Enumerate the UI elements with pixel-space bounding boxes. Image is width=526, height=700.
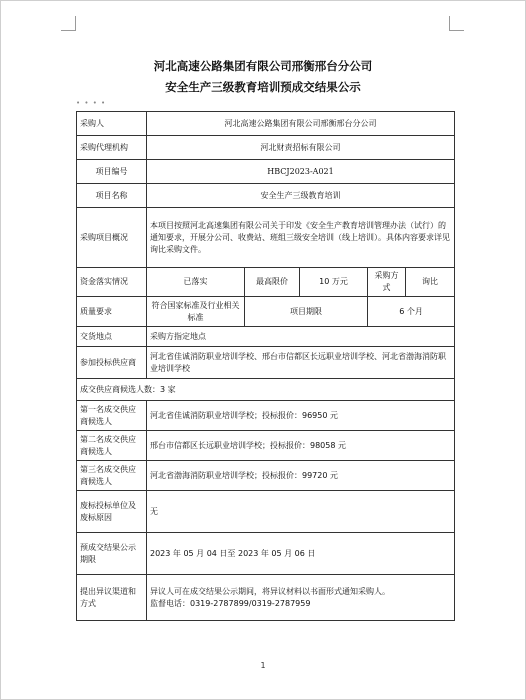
row-participants [77, 347, 455, 379]
quality-value: 符合国家标准及行业相关标准 [147, 297, 245, 327]
third-value: 河北省渤海消防职业培训学校；投标报价：99720 元 [147, 461, 455, 491]
project-no-value: HBCJ2023-A021 [147, 160, 455, 184]
doc-title-line2: 安全生产三级教育培训预成交结果公示 [165, 80, 361, 94]
objection-phone: 监督电话：0319-2787899/0319-2787959 [150, 598, 311, 608]
row-agency [77, 136, 455, 160]
crop-mark-top-right [449, 16, 464, 31]
row-second [77, 431, 455, 461]
period-label: 项目期限 [245, 297, 368, 327]
overview-value: 本项目按照河北高速集团有限公司关于印发《安全生产教育培训管理办法（试行）的通知要求，开展分公司、收费站、班组三级安全培训（线上培训）。具体内容要求详见询比采购文件。 [147, 208, 455, 268]
period-value: 6 个月 [368, 297, 455, 327]
publicity-value: 2023 年 05 月 04 日至 2023 年 05 月 06 日 [147, 533, 455, 575]
project-name-value: 安全生产三级教育培训 [147, 184, 455, 208]
row-purchaser [77, 112, 455, 136]
limit-label: 最高限价 [245, 268, 300, 297]
crop-mark-top-left [61, 16, 76, 31]
agency-label: 采购代理机构 [77, 136, 147, 160]
row-project-no [77, 160, 455, 184]
objection-label: 提出异议渠道和方式 [77, 575, 147, 621]
row-location [77, 327, 455, 347]
result-table [76, 111, 455, 621]
row-quality [77, 297, 455, 327]
row-first [77, 401, 455, 431]
method-label: 采购方式 [368, 268, 406, 297]
limit-value: 10 万元 [300, 268, 368, 297]
objection-text: 异议人可在成交结果公示期间，将异议材料以书面形式通知采购人。 [150, 586, 390, 596]
participants-value: 河北省佳诚消防职业培训学校、邢台市信都区长远职业培训学校、河北省渤海消防职业培训学校 [147, 347, 455, 379]
row-publicity [77, 533, 455, 575]
row-overview [77, 208, 455, 268]
quality-label: 质量要求 [77, 297, 147, 327]
header-dots: • • • • [76, 99, 107, 107]
row-third [77, 461, 455, 491]
row-project-name [77, 184, 455, 208]
second-label: 第二名成交供应商候选人 [77, 431, 147, 461]
third-label: 第三名成交供应商候选人 [77, 461, 147, 491]
row-invalid [77, 491, 455, 533]
participants-label: 参加投标供应商 [77, 347, 147, 379]
publicity-label: 预成交结果公示期限 [77, 533, 147, 575]
purchaser-value: 河北高速公路集团有限公司邢衡邢台分公司 [147, 112, 455, 136]
doc-title-line1: 河北高速公路集团有限公司邢衡邢台分公司 [153, 59, 373, 73]
objection-value [147, 575, 455, 621]
invalid-label: 废标投标单位及废标原因 [77, 491, 147, 533]
location-value: 采购方指定地点 [147, 327, 455, 347]
first-value: 河北省佳诚消防职业培训学校；投标报价：96950 元 [147, 401, 455, 431]
agency-value: 河北财责招标有限公司 [147, 136, 455, 160]
row-objection [77, 575, 455, 621]
project-name-label: 项目名称 [77, 184, 147, 208]
overview-label: 采购项目概况 [77, 208, 147, 268]
location-label: 交货地点 [77, 327, 147, 347]
first-label: 第一名成交供应商候选人 [77, 401, 147, 431]
project-no-label: 项目编号 [77, 160, 147, 184]
funds-value: 已落实 [147, 268, 245, 297]
row-funds [77, 268, 455, 297]
funds-label: 资金落实情况 [77, 268, 147, 297]
method-value: 询比 [406, 268, 455, 297]
purchaser-label: 采购人 [77, 112, 147, 136]
invalid-value: 无 [147, 491, 455, 533]
second-value: 邢台市信都区长远职业培训学校；投标报价：98058 元 [147, 431, 455, 461]
row-count [77, 379, 455, 401]
page-number: 1 [260, 661, 266, 670]
count-label: 成交供应商候选人数：3 家 [77, 379, 455, 401]
